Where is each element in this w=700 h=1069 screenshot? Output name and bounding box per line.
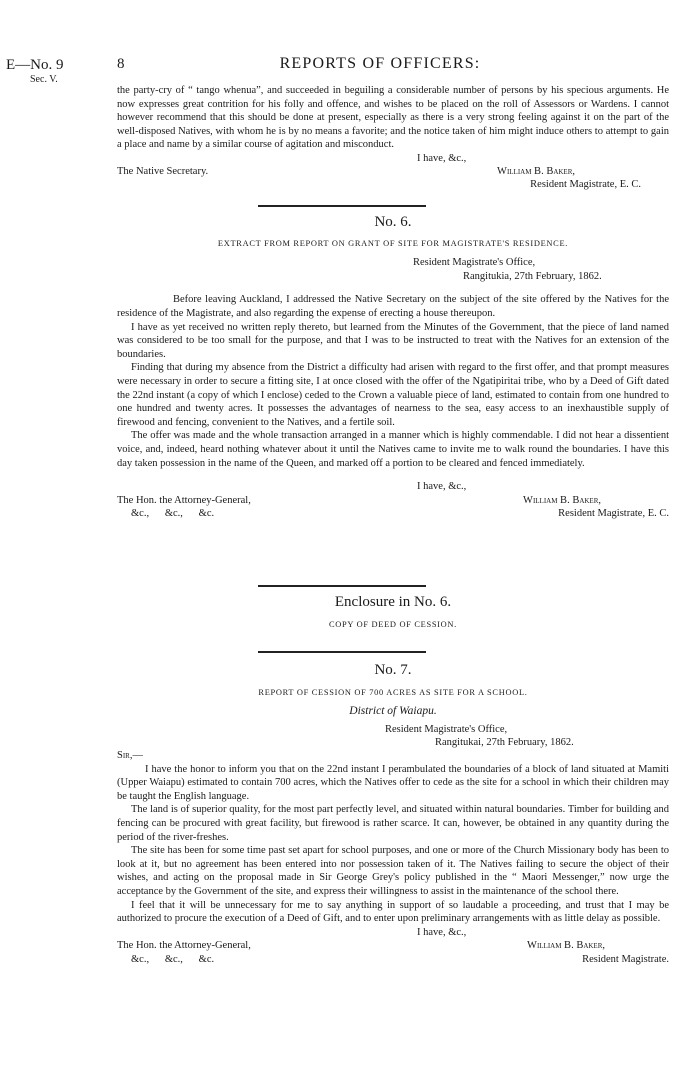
office-address bbox=[413, 256, 669, 283]
continued-paragraph: the party-cry of “ tango whenua”, and succeeded in beguiling a considerable number of persons by his specious arguments. He now expresses great contrition for his folly and offence, and wishes to be placed on the roll of Assessors or Wardens. I cannot however recommend that this should be done at present, especially as there is a very strong feeling against it on the part of the well-disposed Natives, with whom he is by no means a favorite; and the notice taken of him might induce others to attempt to gain a place and name by a similar course of agitation and misconduct. bbox=[117, 85, 669, 151]
paragraph: I have as yet received no written reply thereto, but learned from the Minutes of the Government, that the piece of land named was considered to be too small for the purpose, and that I was to be instructed to treat with the Natives for an extension of the boundaries. bbox=[117, 321, 669, 360]
paragraph: Before leaving Auckland, I addressed the Native Secretary on the subject of the site offered by the Natives for the residence of the Magistrate, and also regarding the expense of erecting a house thereupon. bbox=[117, 294, 669, 319]
section-heading: No. 7. bbox=[374, 662, 412, 678]
paragraph: The offer was made and the whole transaction arranged in a manner which is highly commendable. I did not hear a dissentient voice, and, indeed, heard nothing whatever about it until the Natives came to invite me to walk round the boundaries. I have this day taken possession in the name of the Queen, and marked off a portion to be cleared and fenced immediately. bbox=[117, 430, 669, 469]
page-number: 8 bbox=[117, 56, 125, 72]
signer-name: William B. Baker, bbox=[527, 940, 605, 952]
paragraph: The land is of superior quality, for the most part perfectly level, and situated within natural boundaries. Timber for building and fencing can be procured with great facility, but firewood is rather scarce. It can, however, be obtained in any quantity during the period of the river-freshes. bbox=[117, 804, 669, 843]
side-section: Sec. V. bbox=[30, 74, 58, 85]
addressee: The Hon. the Attorney-General, bbox=[117, 940, 251, 952]
address-line: Resident Magistrate's Office, bbox=[413, 257, 536, 269]
closing-i-have: I have, &c., bbox=[417, 926, 467, 938]
section-no-7 bbox=[117, 664, 669, 966]
addressee-etc: &c., &c., &c. bbox=[131, 508, 215, 520]
paragraph: I have the honor to inform you that on the 22nd instant I perambulated the boundaries of a block of land situated at Mamiti (Upper Waiapu) estimated to contain 700 acres, which the Natives offer to cede as the site for a school in which their children may be taught the English language. bbox=[117, 763, 669, 802]
closing-i-have: I have, &c., bbox=[417, 152, 467, 164]
address-date-line: Rangitukia, 27th February, 1862. bbox=[463, 270, 602, 282]
address-date-line: Rangitukai, 27th February, 1862. bbox=[435, 737, 574, 749]
district-line: District of Waiapu. bbox=[349, 705, 437, 718]
paragraph: Finding that during my absence from the District a difficulty had arisen with regard to the first offer, and that prompt measures were necessary in order to secure a fitting site, I at once closed with the offer of the Ngatipiritai tribe, who by a Deed of Gift dated the 22nd instant (a copy of which I enclose) ceded to the Crown a valuable piece of land, estimated to contain from one hundred to one hundred and twenty acres. It possesses the advantages of nearness to the sea, easy access to an inexhaustible supply of firewood and fencing, convenient to the Natives, and a fertile soil. bbox=[117, 362, 669, 428]
salutation: Sir,— bbox=[117, 749, 143, 761]
enclosure-subheading: COPY OF DEED OF CESSION. bbox=[329, 619, 457, 629]
section-heading: No. 6. bbox=[374, 214, 412, 230]
enclosure-heading: Enclosure in No. 6. bbox=[334, 594, 452, 610]
signer-name: William B. Baker, bbox=[523, 494, 601, 506]
addressee: The Hon. the Attorney-General, bbox=[117, 494, 251, 506]
signer-title: Resident Magistrate, E. C. bbox=[530, 179, 641, 191]
section-no-6 bbox=[117, 216, 669, 521]
signer-title: Resident Magistrate. bbox=[582, 953, 669, 965]
addressee-etc: &c., &c., &c. bbox=[131, 953, 215, 965]
address-line: Resident Magistrate's Office, bbox=[385, 723, 508, 735]
running-head: REPORTS OF OFFICERS: bbox=[279, 55, 481, 72]
paragraph: I feel that it will be unnecessary for me to say anything in support of so laudable a proceeding, and trust that I may be authorized to procure the execution of a Deed of Gift, and to enter upon preliminary arrangements with as little delay as possible. bbox=[117, 899, 669, 925]
closing-i-have: I have, &c., bbox=[417, 481, 467, 493]
continued-letter bbox=[117, 84, 669, 192]
signer-name: William B. Baker, bbox=[497, 165, 575, 177]
side-reference bbox=[6, 56, 64, 86]
enclosure-section bbox=[117, 596, 669, 631]
section-subheading: REPORT OF CESSION OF 700 ACRES AS SITE FOR A SCHOOL. bbox=[258, 687, 528, 697]
paragraph: The site has been for some time past set apart for school purposes, and one or more of the Church Missionary body has been to look at it, but no agreement has been entered into nor possession taken of it. The Natives failing to secure the object of their wishes, and acting on the proposal made in Sir George Grey's policy published in the “ Maori Messenger,” now urge the acceptance by the Government of the site, and express their willingness to assist in the maintenance of the school there. bbox=[117, 845, 669, 897]
addressee: The Native Secretary. bbox=[117, 165, 209, 177]
section-subheading: EXTRACT FROM REPORT ON GRANT OF SITE FOR MAGISTRATE'S RESIDENCE. bbox=[217, 238, 569, 248]
section-divider bbox=[258, 651, 426, 653]
section-divider bbox=[258, 585, 426, 587]
side-code: E—No. 9 bbox=[6, 57, 64, 73]
office-address bbox=[385, 723, 669, 750]
signer-title: Resident Magistrate, E. C. bbox=[558, 508, 669, 520]
section-divider bbox=[258, 205, 426, 207]
